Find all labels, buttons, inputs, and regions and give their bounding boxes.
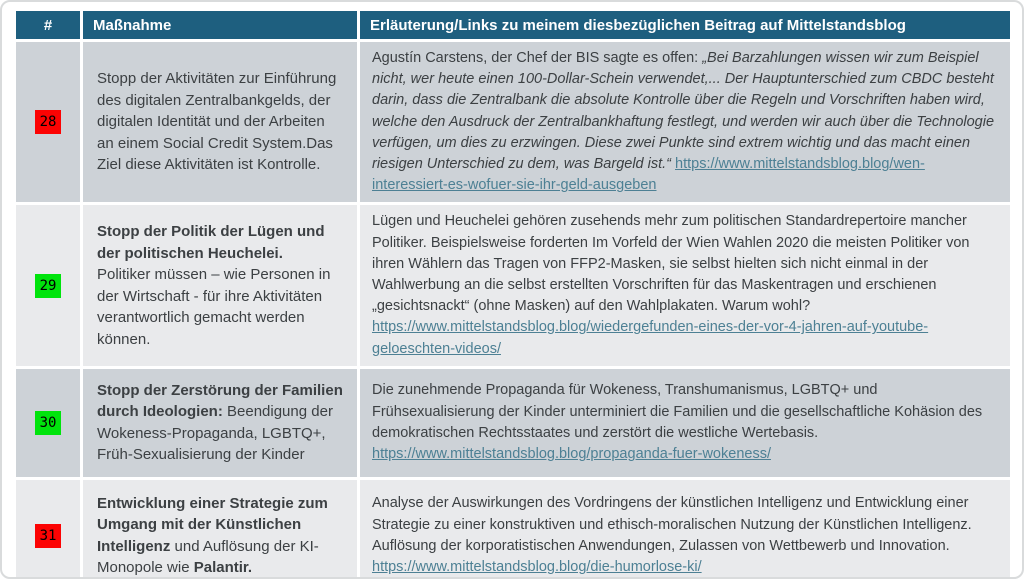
text-segment: Agustín Carstens, der Chef der BIS sagte es offen: <box>372 50 703 66</box>
erlaeuterung-cell <box>360 369 1010 477</box>
text-segment: Palantir. <box>193 559 253 577</box>
blog-link[interactable]: https://www.mittelstandsblog.blog/propaganda-fuer-wokeness/ <box>372 446 771 463</box>
erlaeuterung-cell <box>360 205 1010 365</box>
erlaeuterung-cell <box>360 42 1010 202</box>
massnahme-cell <box>83 42 357 202</box>
row-number-badge: 30 <box>35 411 62 435</box>
row-number-badge: 29 <box>35 274 62 298</box>
text-segment: Beendigung der Wokeness-Propaganda, LGBTQ+, Früh-Sexualisierung der Kinder <box>97 403 333 464</box>
header-erlaeuterung: Erläuterung/Links zu meinem diesbezüglichen Beitrag auf Mittelstandsblog <box>360 11 1010 39</box>
table-body <box>16 42 1010 579</box>
measures-table <box>13 8 1013 579</box>
text-segment: „Bei Barzahlungen wissen wir zum Beispiel nicht, wer heute einen 100-Dollar-Schein verwendet,... Der Hauptunterschied zum CBDC besteht darin, dass die Zentralbank die absolute Kontrolle über die Regeln und Vorschriften haben wird, welche den Ausdruck der Zentralbankhaftung festlegt, und werden wir auch über die Technologie verfügen, um dies zu erzwingen. Diese zwei Punkte sind extrem wichtig und das macht einen riesigen Unterschied zu dem, was Bargeld ist.“ <box>372 50 995 173</box>
text-segment: Stopp der Zerstörung der Familien durch Ideologien: <box>97 381 343 421</box>
header-massnahme: Maßnahme <box>83 11 357 39</box>
table-row <box>16 205 1010 365</box>
massnahme-cell <box>83 369 357 477</box>
header-row <box>16 11 1010 39</box>
text-segment: Analyse der Auswirkungen des Vordringens der künstlichen Intelligenz und Entwicklung einer Strategie zu einer konstruktiven und ethisch-moralischen Nutzung der Künstlichen Intelligenz. Auflösung der korporatistischen Anwendungen, Zulassen von Wettbewerb und Innovation. <box>372 495 972 554</box>
row-number-cell <box>16 205 80 365</box>
text-segment: Stopp der Politik der Lügen und der politischen Heuchelei. <box>97 223 325 262</box>
blog-link[interactable]: https://www.mittelstandsblog.blog/wiedergefunden-eines-der-vor-4-jahren-auf-youtube-geloeschten-videos/ <box>372 319 929 357</box>
text-segment: Entwicklung einer Strategie zum Umgang mit der Künstlichen Intelligenz <box>97 494 328 555</box>
text-segment: Die zunehmende Propaganda für Wokeness, Transhumanismus, LGBTQ+ und Frühsexualisierung der Kinder unterminiert die Familien und die gesellschaftliche Kohäsion des demokratischen Rechtsstaates und zerstört die westliche Wertebasis. <box>372 382 983 441</box>
header-number: # <box>16 11 80 39</box>
row-number-cell <box>16 480 80 579</box>
erlaeuterung-cell <box>360 480 1010 579</box>
text-segment: und Auflösung der KI-Monopole wie <box>97 537 319 577</box>
row-number-cell <box>16 42 80 202</box>
massnahme-cell <box>83 480 357 579</box>
text-segment: Stopp der Aktivitäten zur Einführung des digitalen Zentralbankgelds, der digitalen Identität und der Arbeiten an einem Social Credit System.Das Ziel diese Aktivitäten ist Kontrolle. <box>97 70 337 174</box>
table-header <box>16 11 1010 39</box>
row-number-badge: 31 <box>35 524 62 548</box>
row-number-cell <box>16 369 80 477</box>
massnahme-cell <box>83 205 357 365</box>
table-row <box>16 480 1010 579</box>
table-row <box>16 42 1010 202</box>
table-row <box>16 369 1010 477</box>
blog-link[interactable]: https://www.mittelstandsblog.blog/wen-interessiert-es-wofuer-sie-ihr-geld-ausgeben <box>372 156 925 194</box>
blog-link[interactable]: https://www.mittelstandsblog.blog/die-humorlose-ki/ <box>372 559 702 576</box>
row-number-badge: 28 <box>35 110 62 134</box>
text-segment: Lügen und Heuchelei gehören zusehends mehr zum politischen Standardrepertoire mancher Politiker. Beispielsweise forderten Im Vorfeld der Wien Wahlen 2020 die meisten Politiker von ihren Wählern das Tragen von FFP2-Masken, sie selbst hielten sich nicht einmal in der Wahlwerbung an die selbst erstellten Vorschriften für das Maskentragen und erschienen „gesichtsnackt“ (ohne Masken) auf den Wahlplakaten. Warum wohl? <box>372 213 970 315</box>
text-segment: Politiker müssen – wie Personen in der Wirtschaft - für ihre Aktivitäten verantwortlich gemacht werden können. <box>97 266 331 348</box>
